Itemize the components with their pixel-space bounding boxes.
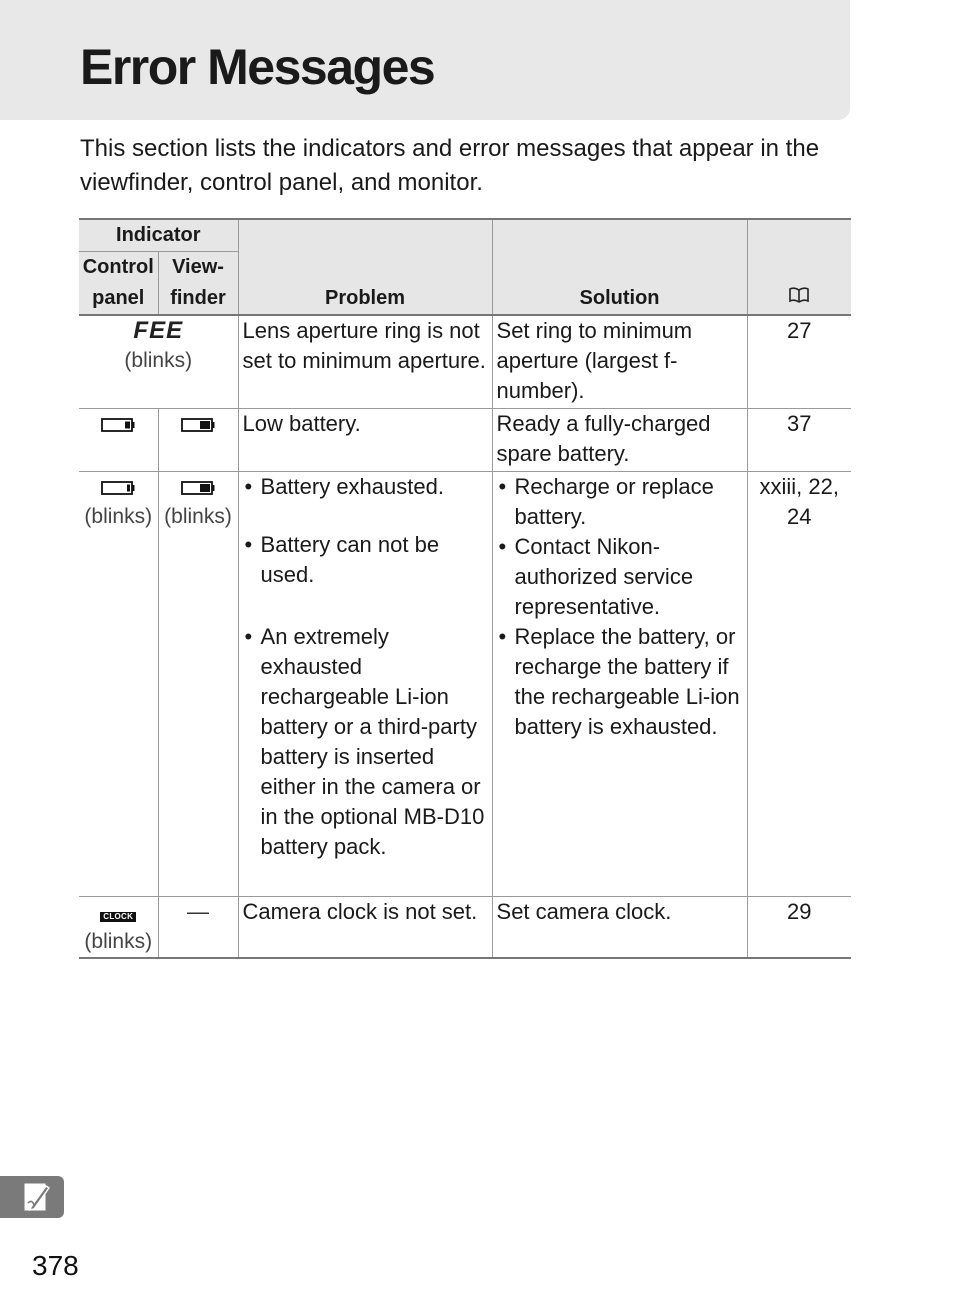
list-item: • An extremely exhausted rechargeable Li-ion battery or a third-party battery is inserted either in the camera or in the optional MB-D10 battery pack. <box>243 622 488 862</box>
solution-cell <box>492 471 747 896</box>
battery-empty-icon <box>181 481 215 495</box>
indicator-cell <box>79 315 238 408</box>
table-row <box>79 471 851 896</box>
list-item: • Recharge or replace battery. <box>497 472 743 532</box>
error-messages-table <box>79 218 851 959</box>
header-viewfinder: View-finder <box>158 252 238 316</box>
header-indicator: Indicator <box>79 219 238 252</box>
header-solution: Solution <box>492 219 747 315</box>
page-title: Error Messages <box>80 39 435 95</box>
solution-cell: Ready a fully-charged spare battery. <box>492 408 747 471</box>
blinks-label: (blinks) <box>84 929 153 953</box>
header-control-panel: Control panel <box>79 252 158 316</box>
solution-cell: Set ring to minimum aperture (largest f-number). <box>492 315 747 408</box>
blinks-label: (blinks) <box>164 504 232 528</box>
list-item: • Battery can not be used. <box>243 530 488 590</box>
list-item: • Battery exhausted. <box>243 472 488 502</box>
control-panel-indicator-cell <box>79 896 158 958</box>
blinks-label: (blinks) <box>84 504 153 528</box>
page-ref-cell: 29 <box>747 896 851 958</box>
table-row <box>79 408 851 471</box>
battery-empty-icon <box>101 481 135 495</box>
page-ref-cell: 27 <box>747 315 851 408</box>
viewfinder-indicator-cell: — <box>158 896 238 958</box>
problem-cell: Low battery. <box>238 408 492 471</box>
viewfinder-indicator-cell <box>158 471 238 896</box>
intro-text: This section lists the indicators and error messages that appear in the viewfinder, control panel, and monitor. <box>80 135 820 196</box>
page-number: 378 <box>32 1250 79 1281</box>
header-page-reference <box>747 219 851 315</box>
problem-cell: Lens aperture ring is not set to minimum aperture. <box>238 315 492 408</box>
problem-cell: Camera clock is not set. <box>238 896 492 958</box>
list-item: • Contact Nikon-authorized service representative. <box>497 532 743 622</box>
battery-low-icon <box>181 418 215 432</box>
table-row <box>79 315 851 408</box>
clock-indicator: CLOCK <box>100 912 136 922</box>
list-item: • Replace the battery, or recharge the battery if the rechargeable Li-ion battery is exhausted. <box>497 622 743 742</box>
solution-cell: Set camera clock. <box>492 896 747 958</box>
viewfinder-indicator-cell <box>158 408 238 471</box>
page-ref-cell: xxiii, 22, 24 <box>747 471 851 896</box>
header-problem: Problem <box>238 219 492 315</box>
section-tab <box>0 1176 64 1218</box>
book-icon <box>788 286 810 304</box>
page-ref-cell: 37 <box>747 408 851 471</box>
notepad-pencil-icon <box>22 1181 52 1213</box>
control-panel-indicator-cell <box>79 471 158 896</box>
battery-low-icon <box>101 418 135 432</box>
blinks-label: (blinks) <box>124 349 193 372</box>
control-panel-indicator-cell <box>79 408 158 471</box>
table-row <box>79 896 851 958</box>
problem-cell <box>238 471 492 896</box>
fee-indicator: FEE <box>133 317 184 344</box>
